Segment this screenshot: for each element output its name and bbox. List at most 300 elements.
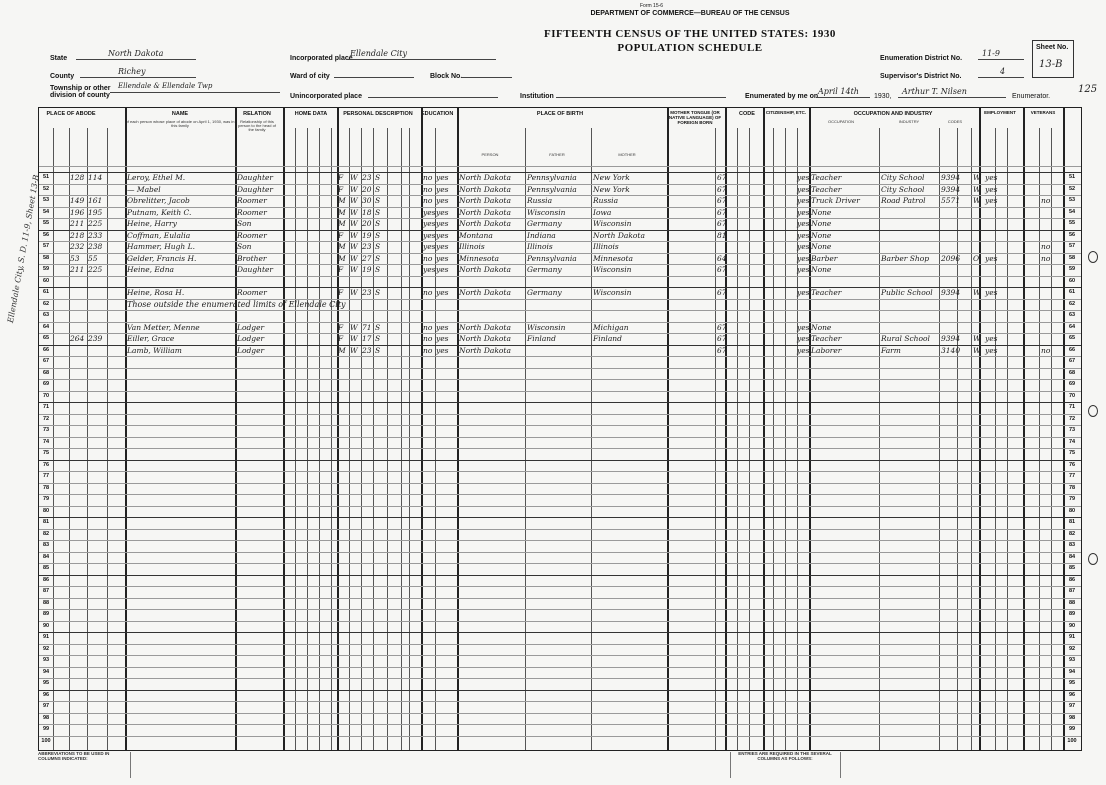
race: W [350, 230, 358, 240]
row-number-right: 79 [1068, 496, 1076, 502]
age: 23 [362, 345, 372, 355]
col-name-desc: of each person whose place of abode on April 1, 1930, was in this family [125, 119, 235, 129]
can-read-write: yes [436, 219, 449, 228]
sex: F [338, 265, 344, 274]
relation: Daughter [237, 265, 273, 274]
marital-status: S [375, 253, 381, 263]
class-of-worker: W [973, 184, 981, 194]
row-number: 65 [42, 335, 50, 341]
can-read-write: yes [436, 184, 449, 194]
person-name: Coffman, Eulalia [127, 230, 191, 240]
can-read-write: yes [436, 207, 449, 217]
age: 23 [362, 173, 372, 182]
speaks-english: yes [797, 288, 810, 297]
county-field: County [50, 73, 75, 80]
birthplace-person: Montana [459, 230, 493, 240]
birthplace-person: North Dakota [459, 322, 511, 332]
school-attendance: yes [423, 242, 436, 251]
person-name: Lamb, William [127, 345, 182, 355]
industry: Barber Shop [881, 253, 930, 263]
birthplace-father: Wisconsin [527, 322, 566, 332]
row-number-right: 52 [1068, 185, 1076, 192]
race: W [350, 345, 358, 355]
birthplace-person: North Dakota [459, 265, 511, 274]
industry: City School [881, 184, 925, 194]
age: 18 [362, 207, 372, 217]
occupation: Laborer [811, 345, 842, 355]
race: W [350, 219, 358, 228]
row-number: 75 [42, 450, 50, 456]
dwelling-number: 211 [70, 265, 85, 274]
row-number-right: 67 [1068, 358, 1076, 364]
enumerator-name: Arthur T. Nilsen [902, 87, 967, 96]
schedule-title: POPULATION SCHEDULE [617, 42, 763, 54]
school-attendance: no [423, 184, 433, 194]
row-number: 62 [42, 300, 50, 307]
row-number: 92 [42, 645, 50, 652]
marital-status: S [375, 242, 381, 251]
marital-status: S [375, 322, 381, 332]
speaks-english: yes [797, 184, 810, 194]
row-number: 60 [42, 277, 50, 284]
race: W [350, 334, 358, 343]
enum-district-field: Enumeration District No. [880, 55, 963, 62]
row-number-right: 76 [1068, 461, 1076, 468]
birth-code: 67 [717, 207, 727, 217]
row-number: 68 [42, 369, 50, 376]
occupation: None [811, 322, 832, 332]
margin-note: Ellendale City, S. D. 11-9, Sheet 13-B [6, 174, 41, 324]
family-number: 114 [88, 173, 103, 182]
school-attendance: yes [423, 219, 436, 228]
marital-status: S [375, 345, 381, 355]
row-number: 69 [42, 381, 50, 387]
occupation: Teacher [811, 184, 842, 194]
col-name: NAME [171, 111, 189, 117]
birthplace-person: North Dakota [459, 196, 511, 205]
relation: Lodger [237, 345, 265, 355]
row-number-right: 92 [1068, 645, 1076, 652]
row-number-right: 68 [1068, 369, 1076, 376]
row-number: 52 [42, 185, 50, 192]
school-attendance: no [423, 322, 433, 332]
row-number-right: 86 [1068, 576, 1076, 583]
speaks-english: yes [797, 219, 810, 228]
row-number: 96 [42, 691, 50, 698]
speaks-english: yes [797, 196, 810, 205]
can-read-write: yes [436, 230, 449, 240]
speaks-english: yes [797, 265, 810, 274]
birthplace-mother: Wisconsin [593, 265, 632, 274]
birth-code: 67 [717, 184, 727, 194]
class-of-worker: W [973, 196, 981, 205]
at-work: yes [985, 184, 998, 194]
speaks-english: yes [797, 322, 810, 332]
occupation-code: 9394 [941, 288, 961, 297]
row-number: 71 [42, 404, 50, 410]
family-number: 161 [88, 196, 103, 205]
row-number-right: 61 [1068, 289, 1076, 295]
dwelling-number: 232 [70, 242, 85, 251]
row-number: 90 [42, 622, 50, 629]
dwelling-number: 53 [70, 253, 80, 263]
row-number: 85 [42, 565, 50, 571]
row-number: 51 [42, 174, 50, 180]
family-number: 55 [88, 253, 98, 263]
row-number: 95 [42, 680, 50, 686]
person-name: Those outside the enumerated limits of Ellendale City [127, 299, 346, 309]
col-place-of-abode: PLACE OF ABODE [46, 111, 96, 117]
row-number: 79 [42, 496, 50, 502]
row-number-right: 77 [1068, 473, 1076, 479]
class-of-worker: W [973, 288, 981, 297]
row-number-right: 88 [1068, 599, 1076, 606]
row-number-right: 51 [1068, 174, 1076, 180]
birthplace-mother: North Dakota [593, 230, 645, 240]
page-stamp: 125 [1078, 84, 1098, 95]
school-attendance: no [423, 253, 433, 263]
row-number-right: 83 [1068, 542, 1076, 548]
industry: Rural School [881, 334, 930, 343]
occupation-code: 9394 [941, 173, 961, 182]
ward-field: Ward of city [290, 73, 330, 80]
veteran: no [1041, 253, 1051, 263]
abbreviations-box [38, 752, 131, 778]
occupation: None [811, 265, 832, 274]
birthplace-mother: Wisconsin [593, 288, 632, 297]
birthplace-person: North Dakota [459, 334, 511, 343]
industry: Road Patrol [881, 196, 926, 205]
speaks-english: yes [797, 207, 810, 217]
marital-status: S [375, 219, 381, 228]
relation: Son [237, 242, 252, 251]
birthplace-father: Germany [527, 265, 562, 274]
row-number-right: 65 [1068, 335, 1076, 341]
age: 23 [362, 288, 372, 297]
row-number-right: 75 [1068, 450, 1076, 456]
race: W [350, 322, 358, 332]
col-citizenship: CITIZENSHIP, ETC. [765, 110, 807, 115]
birth-code: 67 [717, 345, 727, 355]
marital-status: S [375, 265, 381, 274]
veteran: no [1041, 196, 1051, 205]
dwelling-number: 264 [70, 334, 85, 343]
veteran: no [1041, 242, 1051, 251]
occupation-code: 9394 [941, 184, 961, 194]
birthplace-father: Germany [527, 288, 562, 297]
class-of-worker: W [973, 173, 981, 182]
row-number: 55 [42, 220, 50, 226]
row-number-right: 58 [1068, 254, 1076, 261]
row-number: 77 [42, 473, 50, 479]
birthplace-mother: Iowa [593, 207, 612, 217]
person-name: Heine, Rosa H. [127, 288, 185, 297]
row-number: 74 [42, 438, 50, 445]
can-read-write: yes [436, 265, 449, 274]
birth-code: 67 [717, 334, 727, 343]
family-number: 238 [88, 242, 103, 251]
row-number-right: 81 [1068, 519, 1076, 525]
row-number: 81 [42, 519, 50, 525]
occupation: None [811, 230, 832, 240]
person-name: Putnam, Keith C. [127, 207, 192, 217]
census-title: FIFTEENTH CENSUS OF THE UNITED STATES: 1930 [544, 28, 836, 40]
school-attendance: no [423, 173, 433, 182]
footer [38, 750, 1080, 780]
school-attendance: no [423, 196, 433, 205]
can-read-write: yes [436, 196, 449, 205]
age: 30 [362, 196, 372, 205]
row-number: 80 [42, 507, 50, 514]
row-number-right: 53 [1068, 197, 1076, 203]
col-birth-father: FATHER [549, 152, 565, 157]
row-number-right: 57 [1068, 243, 1076, 249]
entries-note: ENTRIES ARE REQUIRED IN THE SEVERAL COLUMNS AS FOLLOWS: [738, 752, 832, 761]
county-value: Richey [118, 67, 146, 76]
age: 20 [362, 184, 372, 194]
punch-hole-bottom [1088, 553, 1098, 565]
row-number: 84 [42, 553, 50, 560]
school-attendance: yes [423, 207, 436, 217]
relation: Roomer [237, 288, 267, 297]
dwelling-number: 149 [70, 196, 85, 205]
can-read-write: yes [436, 345, 449, 355]
row-number: 99 [42, 726, 50, 732]
race: W [350, 173, 358, 182]
birthplace-person: North Dakota [459, 219, 511, 228]
race: W [350, 288, 358, 297]
row-number-right: 84 [1068, 553, 1076, 560]
supervisor-field: Supervisor's District No. [880, 73, 962, 80]
row-number: 70 [42, 392, 50, 399]
race: W [350, 242, 358, 251]
family-number: 225 [88, 219, 103, 228]
sex: F [338, 230, 344, 240]
col-home-data: HOME DATA [294, 111, 328, 117]
row-number: 58 [42, 254, 50, 261]
can-read-write: yes [436, 322, 449, 332]
enumerated-field: Enumerated by me on [745, 93, 819, 100]
sex: F [338, 173, 344, 182]
marital-status: S [375, 207, 381, 217]
block-field: Block No. [430, 73, 463, 80]
row-number-right: 70 [1068, 392, 1076, 399]
school-attendance: no [423, 345, 433, 355]
birthplace-person: North Dakota [459, 207, 511, 217]
age: 23 [362, 242, 372, 251]
supervisor-value: 4 [1000, 67, 1006, 76]
at-work: yes [985, 288, 998, 297]
sex: F [338, 184, 344, 194]
occupation: None [811, 242, 832, 251]
entries-note-box [730, 752, 841, 778]
row-number: 64 [42, 323, 50, 330]
birthplace-mother: Illinois [593, 242, 619, 251]
row-number: 94 [42, 668, 50, 675]
birthplace-person: North Dakota [459, 173, 511, 182]
sex: M [338, 253, 346, 263]
dwelling-number: 128 [70, 173, 85, 182]
birth-code: 67 [717, 196, 727, 205]
col-relation-desc: Relationship of this person to the head of the family [238, 119, 276, 133]
family-number: 233 [88, 230, 103, 240]
row-number: 73 [42, 427, 50, 433]
marital-status: S [375, 184, 381, 194]
col-code: CODE [739, 111, 755, 117]
col-codes: CODES [947, 119, 963, 124]
age: 19 [362, 230, 372, 240]
age: 20 [362, 219, 372, 228]
col-birth-mother: MOTHER [618, 152, 636, 157]
dwelling-number: 196 [70, 207, 85, 217]
birthplace-person: Minnesota [459, 253, 500, 263]
birthplace-father: Indiana [527, 230, 556, 240]
row-number-right: 96 [1068, 691, 1076, 698]
row-number: 86 [42, 576, 50, 583]
at-work: yes [985, 253, 998, 263]
form-number: Form 15-6 [640, 3, 664, 9]
row-number-right: 87 [1068, 588, 1076, 594]
row-number-right: 55 [1068, 220, 1076, 226]
row-number: 93 [42, 657, 50, 663]
col-occupation: OCCUPATION [827, 119, 855, 124]
industry: Farm [881, 345, 901, 355]
school-attendance: yes [423, 230, 436, 240]
birthplace-father: Pennsylvania [527, 253, 577, 263]
row-number: 61 [42, 289, 50, 295]
row-number-right: 60 [1068, 277, 1076, 284]
occupation-code: 9394 [941, 334, 961, 343]
enumerated-date: April 14th [818, 87, 859, 96]
row-number-right: 66 [1068, 346, 1076, 353]
row-number-right: 99 [1068, 726, 1076, 732]
relation: Son [237, 219, 252, 228]
abbrev-title: ABBREVIATIONS TO BE USED IN COLUMNS INDICATED: [38, 752, 110, 761]
race: W [350, 207, 358, 217]
race: W [350, 184, 358, 194]
row-number: 72 [42, 415, 50, 422]
occupation: Teacher [811, 173, 842, 182]
birthplace-person: North Dakota [459, 345, 511, 355]
family-number: 239 [88, 334, 103, 343]
occupation: None [811, 219, 832, 228]
person-name: Van Metter, Menne [127, 322, 200, 332]
class-of-worker: O [973, 253, 980, 263]
relation: Roomer [237, 196, 267, 205]
sex: M [338, 242, 346, 251]
unincorporated-field: Unincorporated place [290, 93, 362, 100]
age: 27 [362, 253, 372, 263]
state-value: North Dakota [108, 49, 164, 58]
occupation-code: 5571 [941, 196, 961, 205]
birth-code: 64 [717, 253, 727, 263]
col-place-of-birth: PLACE OF BIRTH [536, 111, 584, 117]
birthplace-mother: Finland [593, 334, 622, 343]
birthplace-father: Wisconsin [527, 207, 566, 217]
person-name: Heine, Edna [127, 265, 174, 274]
col-relation: RELATION [243, 111, 271, 117]
birthplace-father: Russia [527, 196, 553, 205]
incorporated-field: Incorporated place [290, 55, 353, 62]
row-number: 56 [42, 231, 50, 238]
at-work: yes [985, 196, 998, 205]
institution-field: Institution [520, 93, 554, 100]
race: W [350, 196, 358, 205]
occupation: None [811, 207, 832, 217]
row-number: 88 [42, 599, 50, 606]
at-work: yes [985, 334, 998, 343]
township-field: Township or other division of county [50, 85, 111, 99]
row-number-right: 78 [1068, 484, 1076, 491]
sex: F [338, 334, 344, 343]
row-number: 66 [42, 346, 50, 353]
marital-status: S [375, 196, 381, 205]
occupation-code: 3140 [941, 345, 961, 355]
birth-code: 67 [717, 288, 727, 297]
at-work: yes [985, 173, 998, 182]
row-number: 91 [42, 634, 50, 640]
row-number-right: 80 [1068, 507, 1076, 514]
birth-code: 67 [717, 173, 727, 182]
race: W [350, 253, 358, 263]
row-number: 63 [42, 312, 50, 318]
row-number-right: 54 [1068, 208, 1076, 215]
sex: M [338, 219, 346, 228]
relation: Daughter [237, 173, 273, 182]
punch-hole-top [1088, 251, 1098, 263]
punch-hole-middle [1088, 405, 1098, 417]
birthplace-father: Germany [527, 219, 562, 228]
row-number: 76 [42, 461, 50, 468]
row-number: 98 [42, 714, 50, 721]
age: 19 [362, 265, 372, 274]
relation: Roomer [237, 230, 267, 240]
school-attendance: no [423, 334, 433, 343]
birthplace-mother: Russia [593, 196, 619, 205]
row-number-right: 91 [1068, 634, 1076, 640]
sex: M [338, 207, 346, 217]
person-name: Obrelitter, Jacob [127, 196, 190, 205]
row-number: 89 [42, 611, 50, 617]
speaks-english: yes [797, 242, 810, 251]
birth-code: 67 [717, 219, 727, 228]
person-name: Heine, Harry [127, 219, 177, 228]
row-number-right: 74 [1068, 438, 1076, 445]
enumerated-year: 1930, [874, 93, 892, 100]
relation: Lodger [237, 334, 265, 343]
birth-code: 67 [717, 322, 727, 332]
school-attendance: no [423, 288, 433, 297]
row-number-right: 59 [1068, 266, 1076, 272]
birthplace-father: Pennsylvania [527, 173, 577, 182]
can-read-write: yes [436, 288, 449, 297]
birth-code: 81 [717, 230, 727, 240]
veteran: no [1041, 345, 1051, 355]
state-field: State [50, 55, 68, 62]
enumerator-label: Enumerator. [1012, 93, 1051, 100]
birthplace-mother: New York [593, 173, 630, 182]
person-name: — Mabel [127, 184, 161, 194]
dwelling-number: 211 [70, 219, 85, 228]
birthplace-person: Illinois [459, 242, 485, 251]
col-personal-description: PERSONAL DESCRIPTION [343, 111, 413, 117]
row-number-right: 89 [1068, 611, 1076, 617]
row-number-right: 56 [1068, 231, 1076, 238]
col-employment: EMPLOYMENT [984, 110, 1016, 115]
marital-status: S [375, 173, 381, 182]
row-number: 57 [42, 243, 50, 249]
speaks-english: yes [797, 334, 810, 343]
